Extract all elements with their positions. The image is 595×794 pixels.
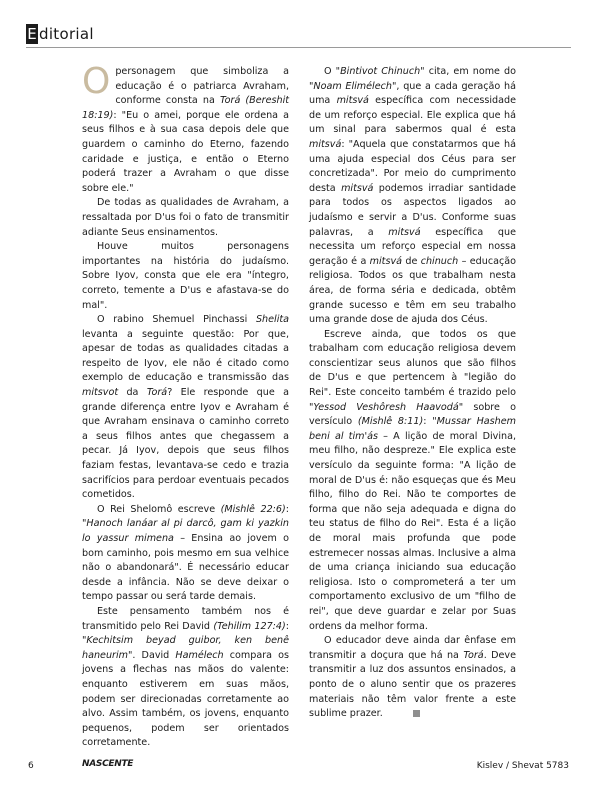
text-run: O Rei Shelomô escreve — [97, 503, 221, 515]
text-run: levanta a seguinte questão: Por que, apesar de todas as qualidades citadas a respeito de Iyov, ele não é citado como exemplo de educação e transmissão das — [82, 328, 289, 384]
text-run: cita, em nome do — [424, 66, 517, 77]
text-run: , que a cada geração há uma — [309, 80, 517, 107]
italic-text: mitsvot — [82, 387, 119, 399]
article-paragraph — [82, 240, 289, 313]
text-run: específica com necessidade de um reforço especial. Ele explica que há um sinal para sabermos qual é esta — [309, 95, 517, 136]
text-run: : — [285, 503, 289, 515]
article-paragraph — [82, 605, 289, 751]
article-paragraph — [82, 503, 289, 605]
italic-text: "Noam Elimélech" — [309, 80, 397, 92]
italic-text: Kechitsim beyad guibor, ken benê haneurim — [82, 635, 289, 661]
text-run: ? Ele responde que a grande diferença entre Iyov e Avraham é que Avraham ensinava o caminho correto a seus filhos antes que chegassem a pecar. Já Iyov, depois que seus filhos faziam festas, levantava-se cedo e trazia sacrifícios para perdoar eventuais pecados cometidos. — [82, 387, 289, 501]
section-header — [26, 20, 94, 44]
text-run: O rabino Shemuel Pinchassi — [97, 314, 256, 326]
italic-text: "Mussar Hashem beni al tim'ás — [309, 416, 517, 442]
section-initial: E — [27, 25, 37, 43]
text-run: da — [118, 387, 147, 399]
text-run: O — [324, 66, 336, 77]
italic-text: "Yessod Veshôresh Haavodá" — [309, 401, 464, 413]
italic-text: mitsvá — [341, 182, 374, 194]
italic-text: mitsvá — [369, 255, 402, 267]
italic-text: Torá — [146, 387, 168, 399]
header-rule — [26, 47, 571, 48]
section-title: ditorial — [39, 25, 94, 43]
article-paragraph — [82, 61, 289, 196]
italic-text: Hamélech — [175, 649, 224, 661]
text-run: – A lição de moral Divina, meu filho, não despreze." Ele explica este versículo da seguinte forma: "A lição de moral de D'us é: não esqueças que és Meu filho, filho do Rei. Não te comportes de forma que não seja adequada e digna do teu status de filho do Rei". Esta é a lição de moral mais profunda que pode estremecer nossas almas. Inclusive a alma de uma criança iniciando sua educação religiosa. Isto o comprometerá a ter um comportamento exclusivo de um "filho de rei", que deve guardar e zelar por Suas ordens da melhor forma. — [309, 430, 516, 632]
article-paragraph — [309, 634, 516, 722]
text-run: podemos irradiar santidade para todos os aspectos ligados ao judaísmo e servir a D'us. Conforme suas palavras, a — [309, 182, 516, 238]
text-run: ". David — [127, 649, 176, 661]
text-run: : "Aquela que constatarmos que há uma ajuda especial dos Céus para ser concretizada". Por meio do cumprimento desta — [309, 138, 516, 194]
italic-text: mitsvá — [309, 138, 342, 150]
article-paragraph — [82, 196, 289, 240]
text-run: sobre o versículo — [309, 401, 517, 428]
text-run: – Ensina ao jovem o bom caminho, pois mesmo em sua velhice não o abandonará". É necessário educar desde a infância. Não se deve deixar o tempo passar ou será tarde demais. — [82, 533, 290, 603]
italic-text: Torá (Bereshit 18:19) — [82, 95, 289, 121]
italic-text: (Mishlê 8:11) — [357, 416, 424, 428]
text-run: compara os jovens a flechas nas mãos do valente: enquanto estiverem em suas mãos, podem ser direcionadas corretamente ao alvo. Assim também, os jovens, enquanto pequenos, podem ser orientados corretamente. — [82, 649, 290, 749]
italic-text: (Tehilim 127:4) — [213, 620, 286, 632]
text-run: – educação religiosa. Todos os que trabalham nesta área, de forma séria e dedicada, obtêm grande sucesso e têm em seu trabalho uma grande dose de ajuda dos Céus. — [309, 255, 516, 326]
right-text-column — [309, 65, 516, 722]
text-run: : "Eu o amei, porque ele ordena a seus filhos e à sua casa depois dele que guardem o caminho do Eterno, fazendo caridade e justiça, e então o Eterno poderá trazer a Avraham o que disse sobre ele." — [82, 109, 289, 194]
text-run: : " — [82, 620, 290, 647]
italic-text: Torá — [463, 649, 484, 661]
text-run: De todas as qualidades de Avraham, a ressaltada por D'us foi o fato de transmitir adiante Seus ensinamentos. — [82, 197, 289, 238]
page-number: 6 — [28, 761, 34, 771]
article-paragraph — [309, 328, 516, 634]
italic-text: "Hanoch lanáar al pi darcô, gam ki yazkin lo yassur mimena — [82, 518, 289, 544]
text-run: Este pensamento também nos é transmitido pelo Rei David — [82, 605, 289, 632]
text-run: Escreve ainda, que todos os que trabalham com educação religiosa devem conscientizar seus alunos que são filhos de D'us e que pertencem à "legião do Rei". Este conceito também é trazido pelo — [309, 328, 516, 399]
italic-text: mitsvá — [388, 226, 421, 238]
italic-text: chinuch — [420, 255, 459, 267]
italic-text: (Mishlê 22:6) — [220, 503, 286, 515]
drop-cap: O — [82, 61, 111, 102]
article-paragraph — [82, 313, 289, 503]
italic-text: "Bintivot Chinuch" — [335, 66, 425, 77]
italic-text: Shelita — [255, 314, 289, 326]
magazine-logo: NASCENTE — [82, 759, 134, 769]
text-run: : — [423, 416, 433, 428]
text-run: Houve muitos personagens importantes na história do judaísmo. Sobre Iyov, consta que ele era "íntegro, correto, temente a D'us e afastava-se do mal". — [82, 241, 289, 311]
text-run: de — [402, 255, 421, 267]
left-text-column — [82, 61, 290, 751]
text-run: personagem que simboliza a educação é o patriarca Avraham, conforme consta na — [115, 66, 289, 107]
italic-text: mitsvá — [336, 95, 369, 107]
issue-date: Kislev / Shevat 5783 — [476, 761, 569, 771]
text-run: O educador deve ainda dar ênfase em transmitir a doçura que há na — [309, 635, 516, 661]
article-paragraph — [309, 65, 516, 328]
text-run: específica que necessita um reforço especial em nossa geração é a — [309, 226, 517, 267]
end-of-article-mark — [413, 710, 420, 717]
text-run: . Deve transmitir a luz dos assuntos ensinados, a ponto de o aluno sentir que os prazeres materiais não têm valor frente a este sublime prazer. — [309, 649, 516, 720]
